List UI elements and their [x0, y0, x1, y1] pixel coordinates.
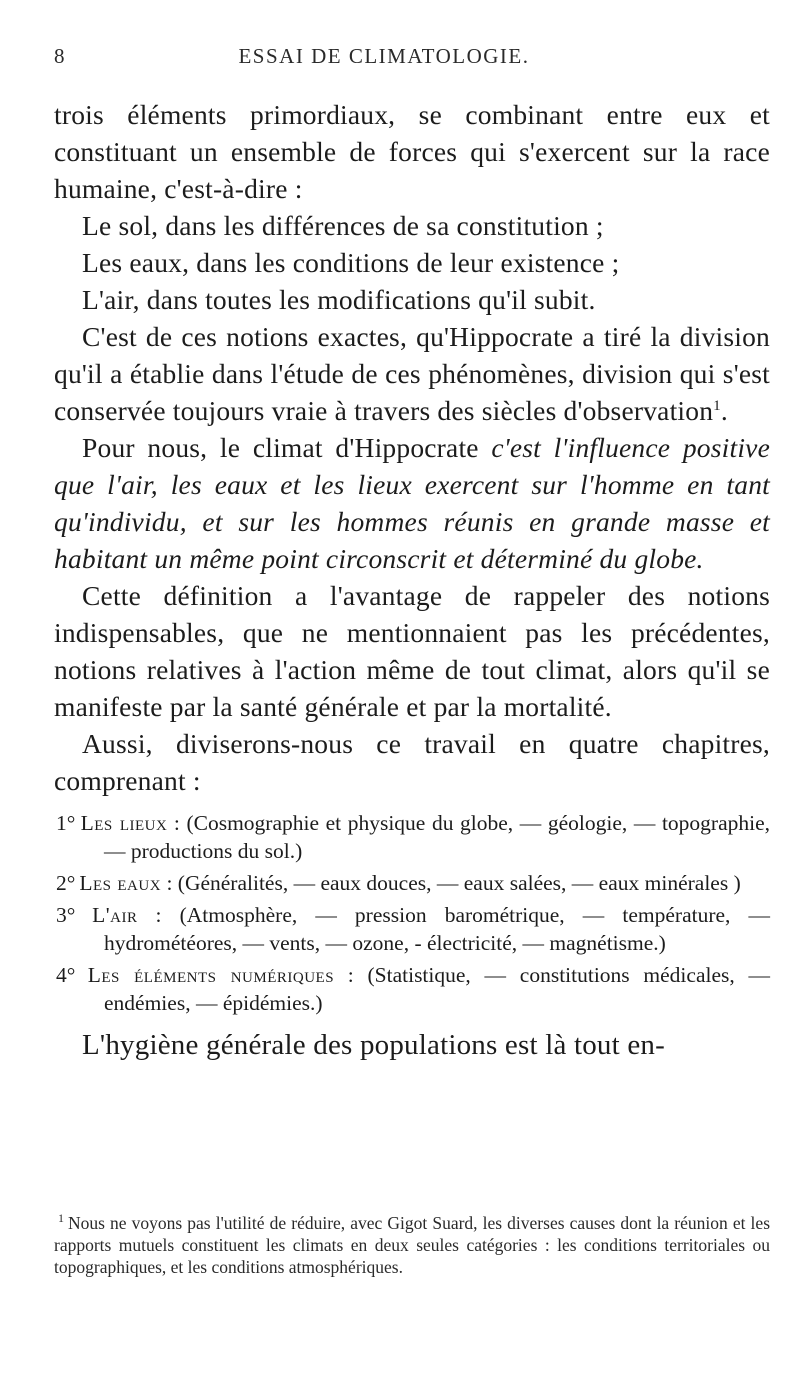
chapter-name: Les eaux — [79, 871, 162, 895]
chapter-item-4 — [54, 961, 770, 1017]
chapter-number: 3° — [56, 903, 76, 927]
paragraph-hippocrate-text: C'est de ces notions exactes, qu'Hippocrate a tiré la division qu'il a établie dans l'étude de ces phénomènes, division qui s'est conservée toujours vraie à travers des siècles d'observation — [54, 321, 770, 426]
chapter-number: 1° — [56, 811, 76, 835]
paragraph-sol: Le sol, dans les différences de sa constitution ; — [82, 210, 604, 241]
chapter-name: Les lieux — [80, 811, 168, 835]
chapter-name: Les éléments numériques — [87, 963, 335, 987]
paragraph-avantage: Cette définition a l'avantage de rappeler des notions indispensables, que ne mentionnaient pas les précédentes, notions relatives à l'action même de tout climat, alors qu'il se manifeste par la santé générale et par la mortalité. — [54, 580, 770, 722]
footnote — [54, 1212, 770, 1278]
chapter-desc: : (Atmosphère, — pression barométrique, — température, — hydrométéores, — vents, — ozone, - électricité, — magnétisme.) — [104, 903, 771, 955]
chapter-desc: : (Cosmographie et physique du globe, — géologie, — topographie, — productions du sol.) — [104, 811, 771, 863]
footnote-text: Nous ne voyons pas l'utilité de réduire, avec Gigot Suard, les diverses causes dont la réunion et les rapports mutuels constituent les climats en deux seules catégories : les conditions territoriales ou topographiques, et les conditions atmosphériques. — [54, 1213, 770, 1277]
footnote-mark: 1 — [58, 1211, 64, 1226]
chapter-desc: : (Statistique, — constitutions médicales, — endémies, — épidémies.) — [104, 963, 770, 1015]
paragraph-hippocrate — [54, 318, 770, 429]
chapter-list — [54, 809, 770, 1017]
footnote-reference[interactable]: 1 — [713, 397, 721, 414]
chapter-item-2 — [54, 869, 770, 897]
chapter-number: 2° — [56, 871, 76, 895]
definition-italic: c'est l'influence positive que l'air, les eaux et les lieux exercent sur l'homme en tant qu'individu, et sur les hommes réunis en grande masse et habitant un même point circonscrit et déterminé du globe. — [54, 432, 770, 574]
paragraph-hippocrate-end: . — [720, 395, 728, 426]
running-title: ESSAI DE CLIMATOLOGIE. — [238, 44, 530, 68]
definition-lead: Pour nous, le climat d'Hippocrate — [82, 432, 492, 463]
chapter-item-1 — [54, 809, 770, 865]
paragraph-eaux: Les eaux, dans les conditions de leur existence ; — [82, 247, 620, 278]
page-number: 8 — [54, 44, 66, 68]
running-head — [54, 44, 754, 69]
paragraph-chapitres: Aussi, diviserons-nous ce travail en quatre chapitres, comprenant : — [54, 728, 770, 796]
main-text — [54, 96, 770, 1064]
paragraph-hygiene: L'hygiène générale des populations est là tout en- — [82, 1029, 665, 1061]
paragraph-air: L'air, dans toutes les modifications qu'il subit. — [82, 284, 596, 315]
chapter-number: 4° — [56, 963, 76, 987]
chapter-name: L'air — [92, 903, 138, 927]
chapter-item-3 — [54, 901, 770, 957]
chapter-desc: : (Généralités, — eaux douces, — eaux salées, — eaux minérales ) — [161, 871, 741, 895]
paragraph-1: trois éléments primordiaux, se combinant entre eux et constituant un ensemble de forces qui s'exercent sur la race humaine, c'est-à-dire : — [54, 99, 770, 204]
paragraph-definition — [54, 429, 770, 577]
